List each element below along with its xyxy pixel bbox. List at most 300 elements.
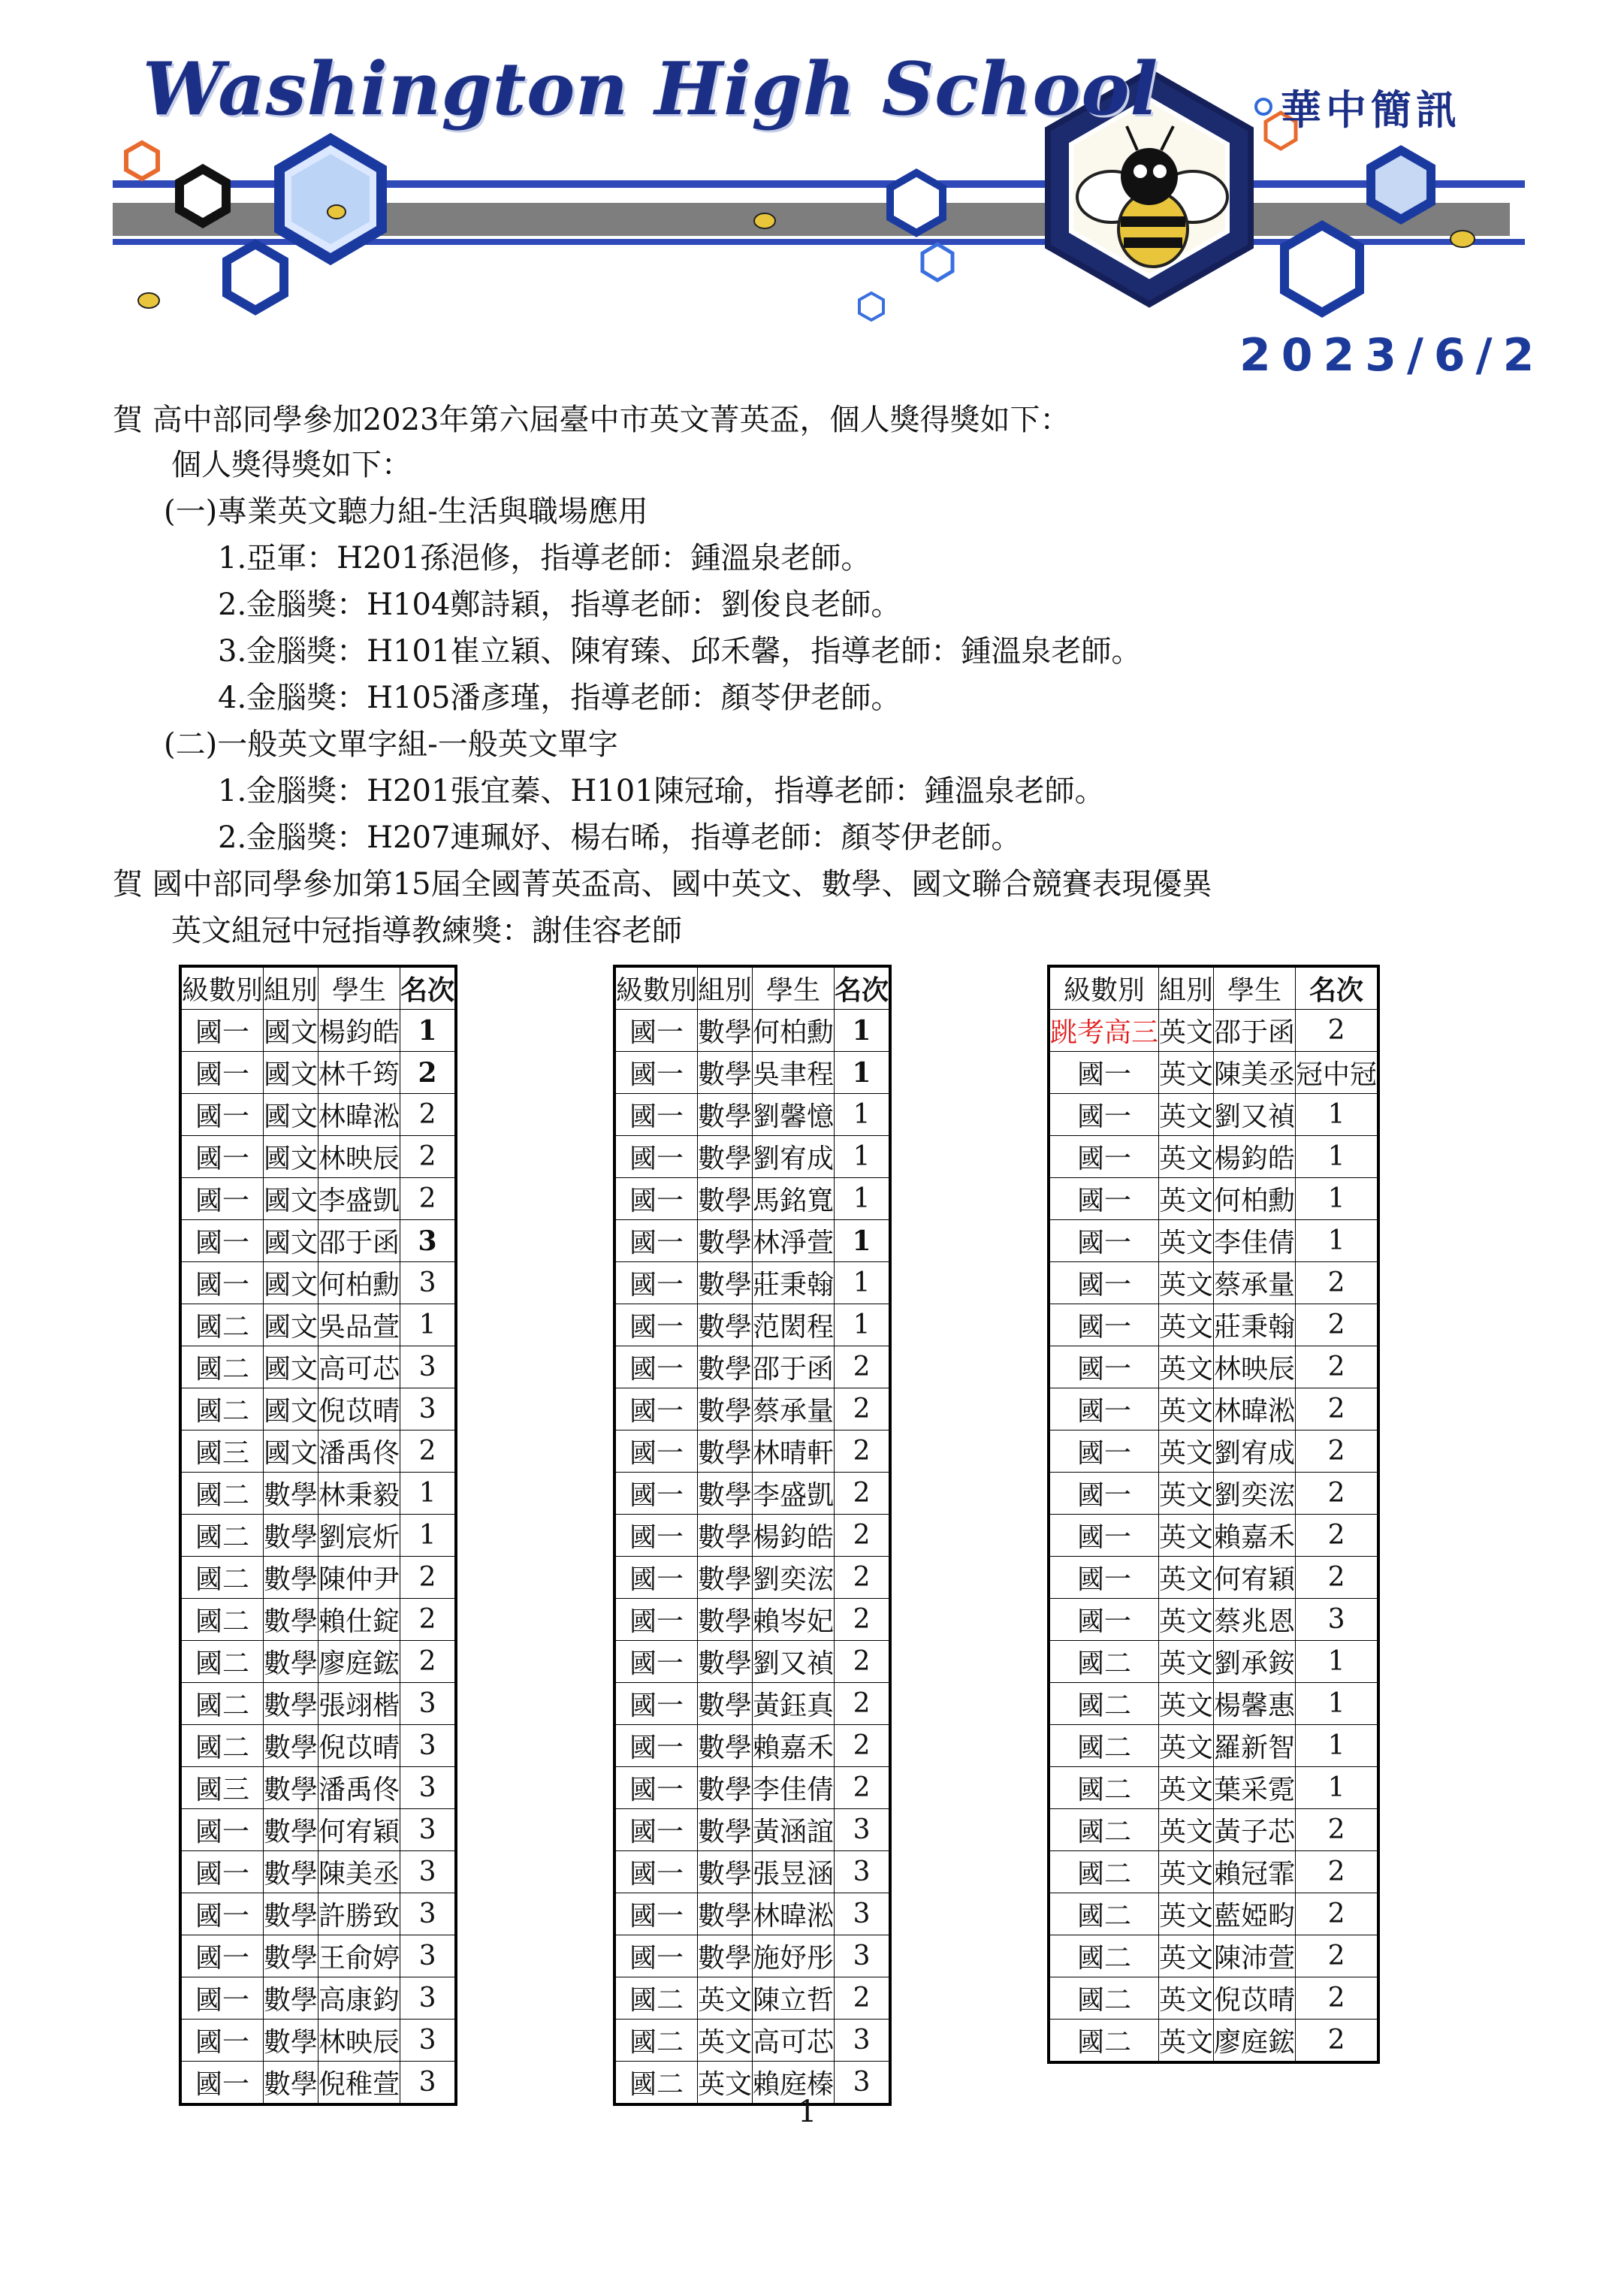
level-cell: 國一 bbox=[1050, 1052, 1159, 1094]
rank-cell: 1 bbox=[835, 1220, 889, 1262]
announcement-line: 4.金腦獎：H105潘彥瑾，指導老師：顏苓伊老師。 bbox=[218, 681, 901, 715]
subject-cell: 英文 bbox=[1159, 1430, 1214, 1473]
subject-cell: 國文 bbox=[264, 1094, 318, 1136]
student-cell: 楊鈞皓 bbox=[1214, 1136, 1296, 1178]
level-cell: 國一 bbox=[1050, 1178, 1159, 1220]
table-row bbox=[1050, 1346, 1378, 1388]
subject-cell: 英文 bbox=[1159, 1346, 1214, 1388]
table-row bbox=[1050, 1473, 1378, 1515]
table-row bbox=[1050, 1599, 1378, 1641]
announcement-line: 3.金腦獎：H101崔立穎、陳宥臻、邱禾馨，指導老師：鍾溫泉老師。 bbox=[218, 634, 1142, 669]
subject-cell: 數學 bbox=[698, 1683, 753, 1725]
table-row bbox=[616, 1094, 889, 1136]
student-cell: 何柏勳 bbox=[318, 1262, 400, 1304]
announcement-line: (一)專業英文聽力組-生活與職場應用 bbox=[164, 494, 648, 529]
subject-cell: 數學 bbox=[264, 1641, 318, 1683]
student-cell: 邵于函 bbox=[753, 1346, 835, 1388]
table-row bbox=[1050, 1977, 1378, 2020]
rank-cell: 3 bbox=[400, 1388, 455, 1430]
student-cell: 劉宥成 bbox=[753, 1136, 835, 1178]
table-row bbox=[616, 1515, 889, 1557]
subject-cell: 英文 bbox=[1159, 1178, 1214, 1220]
table-row bbox=[182, 1977, 455, 2020]
subject-cell: 英文 bbox=[1159, 1262, 1214, 1304]
subject-cell: 數學 bbox=[264, 1557, 318, 1599]
rank-cell: 2 bbox=[400, 1641, 455, 1683]
table-row bbox=[1050, 1935, 1378, 1977]
table-row bbox=[182, 1683, 455, 1725]
rank-cell: 3 bbox=[400, 2062, 455, 2104]
table-row bbox=[616, 1893, 889, 1935]
rank-cell: 1 bbox=[1296, 1725, 1378, 1767]
subject-cell: 數學 bbox=[698, 1178, 753, 1220]
subject-cell: 英文 bbox=[1159, 1977, 1214, 2020]
student-cell: 賴仕錠 bbox=[318, 1599, 400, 1641]
rank-cell: 3 bbox=[835, 1851, 889, 1893]
rank-cell: 2 bbox=[1296, 1010, 1378, 1052]
student-cell: 劉奕浤 bbox=[1214, 1473, 1296, 1515]
rank-cell: 2 bbox=[400, 1557, 455, 1599]
subject-cell: 數學 bbox=[698, 1893, 753, 1935]
level-cell: 國一 bbox=[1050, 1304, 1159, 1346]
student-cell: 李佳倩 bbox=[753, 1767, 835, 1809]
level-cell: 國二 bbox=[616, 1977, 698, 2020]
table-row bbox=[182, 1094, 455, 1136]
issue-date: 2023/6/2 bbox=[1239, 329, 1545, 382]
student-cell: 劉馨憶 bbox=[753, 1094, 835, 1136]
rank-cell: 2 bbox=[400, 1430, 455, 1473]
student-cell: 蔡承量 bbox=[753, 1388, 835, 1430]
subject-cell: 數學 bbox=[698, 1136, 753, 1178]
level-cell: 國二 bbox=[182, 1599, 264, 1641]
subject-cell: 數學 bbox=[264, 1935, 318, 1977]
table-row bbox=[182, 1346, 455, 1388]
level-cell: 國一 bbox=[616, 1809, 698, 1851]
rank-cell: 2 bbox=[1296, 1473, 1378, 1515]
table-row bbox=[182, 1262, 455, 1304]
subject-cell: 數學 bbox=[264, 1683, 318, 1725]
table-row bbox=[616, 1010, 889, 1052]
level-cell: 國二 bbox=[182, 1683, 264, 1725]
table-row bbox=[1050, 1641, 1378, 1683]
table-row bbox=[616, 1304, 889, 1346]
table-header-cell: 名次 bbox=[400, 968, 455, 1010]
level-cell: 國一 bbox=[616, 1304, 698, 1346]
rank-cell: 3 bbox=[835, 1893, 889, 1935]
table-row bbox=[182, 1136, 455, 1178]
subject-cell: 數學 bbox=[698, 1473, 753, 1515]
level-cell: 國一 bbox=[616, 1725, 698, 1767]
level-cell: 國二 bbox=[1050, 1725, 1159, 1767]
subject-cell: 英文 bbox=[1159, 1136, 1214, 1178]
table-row bbox=[616, 1809, 889, 1851]
student-cell: 黃鈺真 bbox=[753, 1683, 835, 1725]
student-cell: 賴嘉禾 bbox=[753, 1725, 835, 1767]
table-row bbox=[182, 1010, 455, 1052]
table-row bbox=[182, 1851, 455, 1893]
rank-cell: 2 bbox=[835, 1346, 889, 1388]
student-cell: 藍婭畇 bbox=[1214, 1893, 1296, 1935]
level-cell: 國一 bbox=[182, 1851, 264, 1893]
subject-cell: 英文 bbox=[1159, 1851, 1214, 1893]
level-cell: 國一 bbox=[182, 1935, 264, 1977]
rank-cell: 2 bbox=[400, 1599, 455, 1641]
rank-cell: 2 bbox=[835, 1515, 889, 1557]
rank-cell: 2 bbox=[835, 1767, 889, 1809]
table-header-row bbox=[182, 968, 455, 1010]
subject-cell: 數學 bbox=[264, 1599, 318, 1641]
rank-cell: 1 bbox=[1296, 1094, 1378, 1136]
subject-cell: 英文 bbox=[1159, 1683, 1214, 1725]
level-cell: 國二 bbox=[1050, 1977, 1159, 2020]
subject-cell: 英文 bbox=[1159, 1557, 1214, 1599]
table-row bbox=[182, 1473, 455, 1515]
subject-cell: 國文 bbox=[264, 1220, 318, 1262]
student-cell: 林暐淞 bbox=[318, 1094, 400, 1136]
rank-cell: 3 bbox=[400, 1767, 455, 1809]
announcement-heading: 賀 國中部同學參加第15屆全國菁英盃高、國中英文、數學、國文聯合競賽表現優異 bbox=[113, 867, 1212, 902]
student-cell: 何宥穎 bbox=[1214, 1557, 1296, 1599]
student-cell: 李盛凱 bbox=[318, 1178, 400, 1220]
rank-cell: 1 bbox=[1296, 1683, 1378, 1725]
subject-cell: 數學 bbox=[698, 1809, 753, 1851]
subject-cell: 數學 bbox=[698, 1767, 753, 1809]
subject-cell: 數學 bbox=[698, 1262, 753, 1304]
rank-cell: 2 bbox=[835, 1725, 889, 1767]
table-row bbox=[616, 1767, 889, 1809]
rank-cell: 2 bbox=[1296, 1262, 1378, 1304]
rank-cell: 2 bbox=[1296, 1388, 1378, 1430]
level-cell: 國二 bbox=[616, 2062, 698, 2104]
rank-cell: 2 bbox=[1296, 2020, 1378, 2062]
subject-cell: 英文 bbox=[1159, 1599, 1214, 1641]
subject-cell: 數學 bbox=[698, 1388, 753, 1430]
table-row bbox=[616, 1977, 889, 2020]
student-cell: 陳沛萱 bbox=[1214, 1935, 1296, 1977]
rank-cell: 2 bbox=[835, 1641, 889, 1683]
student-cell: 林暐淞 bbox=[753, 1893, 835, 1935]
level-cell: 國一 bbox=[616, 1052, 698, 1094]
table-row bbox=[182, 1809, 455, 1851]
level-cell: 國二 bbox=[182, 1388, 264, 1430]
table-header-cell: 組別 bbox=[698, 968, 753, 1010]
level-cell: 國一 bbox=[1050, 1557, 1159, 1599]
subject-cell: 國文 bbox=[264, 1430, 318, 1473]
level-cell: 國一 bbox=[1050, 1094, 1159, 1136]
rank-cell: 1 bbox=[1296, 1767, 1378, 1809]
level-cell: 國一 bbox=[1050, 1220, 1159, 1262]
student-cell: 林暐淞 bbox=[1214, 1388, 1296, 1430]
rank-cell: 3 bbox=[1296, 1599, 1378, 1641]
level-cell: 國一 bbox=[1050, 1388, 1159, 1430]
student-cell: 楊鈞皓 bbox=[753, 1515, 835, 1557]
level-cell: 國二 bbox=[1050, 1809, 1159, 1851]
rank-cell: 1 bbox=[835, 1010, 889, 1052]
announcement-line: 個人獎得獎如下： bbox=[171, 448, 412, 482]
subject-cell: 英文 bbox=[1159, 1094, 1214, 1136]
rank-cell: 1 bbox=[1296, 1220, 1378, 1262]
subject-cell: 數學 bbox=[264, 2020, 318, 2062]
announcement-line: 2.金腦獎：H104鄭詩穎，指導老師：劉俊良老師。 bbox=[218, 588, 901, 622]
student-cell: 倪苡晴 bbox=[318, 1388, 400, 1430]
announcement-heading: 賀 高中部同學參加2023年第六屆臺中市英文菁英盃，個人獎得獎如下： bbox=[113, 403, 1070, 437]
subject-cell: 數學 bbox=[698, 1725, 753, 1767]
table-row bbox=[616, 1388, 889, 1430]
rank-cell: 3 bbox=[835, 1935, 889, 1977]
student-cell: 李佳倩 bbox=[1214, 1220, 1296, 1262]
table-row bbox=[616, 1052, 889, 1094]
subject-cell: 國文 bbox=[264, 1136, 318, 1178]
level-cell: 國一 bbox=[182, 1094, 264, 1136]
table-row bbox=[182, 1304, 455, 1346]
table-row bbox=[1050, 1515, 1378, 1557]
student-cell: 吳聿程 bbox=[753, 1052, 835, 1094]
rank-cell: 2 bbox=[1296, 1346, 1378, 1388]
subject-cell: 數學 bbox=[264, 1473, 318, 1515]
student-cell: 賴嘉禾 bbox=[1214, 1515, 1296, 1557]
level-cell: 國一 bbox=[182, 1010, 264, 1052]
table-row bbox=[182, 1893, 455, 1935]
student-cell: 潘禹佟 bbox=[318, 1767, 400, 1809]
level-cell: 國一 bbox=[616, 1094, 698, 1136]
student-cell: 楊馨惠 bbox=[1214, 1683, 1296, 1725]
rank-cell: 2 bbox=[1296, 1893, 1378, 1935]
table-row bbox=[1050, 1136, 1378, 1178]
table-row bbox=[1050, 1893, 1378, 1935]
rank-cell: 2 bbox=[400, 1052, 455, 1094]
student-cell: 林千筠 bbox=[318, 1052, 400, 1094]
rank-cell: 1 bbox=[400, 1010, 455, 1052]
rank-cell: 3 bbox=[400, 1262, 455, 1304]
rank-cell: 1 bbox=[400, 1304, 455, 1346]
award-table-column-3 bbox=[1047, 965, 1380, 2064]
level-cell: 國二 bbox=[1050, 1893, 1159, 1935]
subject-cell: 國文 bbox=[264, 1346, 318, 1388]
header-banner bbox=[0, 0, 1615, 382]
level-cell: 國一 bbox=[616, 1599, 698, 1641]
level-cell: 國二 bbox=[182, 1557, 264, 1599]
table-row bbox=[616, 1262, 889, 1304]
table-header-cell: 組別 bbox=[264, 968, 318, 1010]
subject-cell: 數學 bbox=[698, 1220, 753, 1262]
student-cell: 黃子芯 bbox=[1214, 1809, 1296, 1851]
student-cell: 倪稚萱 bbox=[318, 2062, 400, 2104]
level-cell: 國一 bbox=[1050, 1515, 1159, 1557]
rank-cell: 1 bbox=[400, 1515, 455, 1557]
table-row bbox=[616, 1473, 889, 1515]
table-header-cell: 學生 bbox=[1214, 968, 1296, 1010]
table-row bbox=[182, 1515, 455, 1557]
subject-cell: 數學 bbox=[264, 1725, 318, 1767]
subject-cell: 英文 bbox=[698, 2020, 753, 2062]
table-row bbox=[616, 1178, 889, 1220]
table-header-row bbox=[1050, 968, 1378, 1010]
student-cell: 張昱涵 bbox=[753, 1851, 835, 1893]
level-cell: 國一 bbox=[182, 1977, 264, 2020]
subject-cell: 數學 bbox=[264, 1767, 318, 1809]
rank-cell: 3 bbox=[835, 2020, 889, 2062]
subject-cell: 數學 bbox=[698, 1935, 753, 1977]
table-row bbox=[182, 1599, 455, 1641]
subject-cell: 英文 bbox=[1159, 1809, 1214, 1851]
rank-cell: 3 bbox=[400, 1851, 455, 1893]
student-cell: 林映辰 bbox=[318, 2020, 400, 2062]
table-row bbox=[1050, 1304, 1378, 1346]
subject-cell: 數學 bbox=[698, 1094, 753, 1136]
table-row bbox=[182, 1178, 455, 1220]
subject-cell: 數學 bbox=[698, 1346, 753, 1388]
rank-cell: 1 bbox=[1296, 1178, 1378, 1220]
table-row bbox=[1050, 1725, 1378, 1767]
subject-cell: 數學 bbox=[264, 1977, 318, 2020]
rank-cell: 2 bbox=[1296, 1515, 1378, 1557]
student-cell: 王俞婷 bbox=[318, 1935, 400, 1977]
student-cell: 高康鈞 bbox=[318, 1977, 400, 2020]
table-row bbox=[616, 1683, 889, 1725]
level-cell: 國二 bbox=[1050, 1767, 1159, 1809]
table-row bbox=[182, 1767, 455, 1809]
table-row bbox=[616, 1599, 889, 1641]
subject-cell: 數學 bbox=[698, 1515, 753, 1557]
subject-cell: 英文 bbox=[1159, 2020, 1214, 2062]
table-row bbox=[1050, 1220, 1378, 1262]
table-row bbox=[182, 1725, 455, 1767]
rank-cell: 3 bbox=[835, 1809, 889, 1851]
level-cell: 國一 bbox=[616, 1010, 698, 1052]
table-row bbox=[182, 1220, 455, 1262]
level-cell: 國一 bbox=[182, 1052, 264, 1094]
table-row bbox=[182, 2020, 455, 2062]
table-header-cell: 級數別 bbox=[182, 968, 264, 1010]
table-row bbox=[616, 1557, 889, 1599]
rank-cell: 2 bbox=[1296, 1304, 1378, 1346]
subject-cell: 英文 bbox=[698, 1977, 753, 2020]
table-row bbox=[616, 1346, 889, 1388]
student-cell: 賴庭榛 bbox=[753, 2062, 835, 2104]
rank-cell: 1 bbox=[835, 1094, 889, 1136]
student-cell: 廖庭鋐 bbox=[1214, 2020, 1296, 2062]
student-cell: 劉又禎 bbox=[753, 1641, 835, 1683]
table-row bbox=[1050, 1388, 1378, 1430]
rank-cell: 3 bbox=[400, 1809, 455, 1851]
table-row bbox=[1050, 2020, 1378, 2062]
student-cell: 許勝致 bbox=[318, 1893, 400, 1935]
rank-cell: 2 bbox=[1296, 1977, 1378, 2020]
table-row bbox=[616, 1220, 889, 1262]
table-row bbox=[1050, 1010, 1378, 1052]
level-cell: 國一 bbox=[616, 1641, 698, 1683]
student-cell: 陳美丞 bbox=[1214, 1052, 1296, 1094]
rank-cell: 2 bbox=[835, 1388, 889, 1430]
page-number: 1 bbox=[798, 2095, 817, 2129]
subject-cell: 英文 bbox=[1159, 1641, 1214, 1683]
rank-cell: 3 bbox=[400, 1893, 455, 1935]
rank-cell: 2 bbox=[835, 1430, 889, 1473]
level-cell: 國二 bbox=[1050, 1641, 1159, 1683]
subject-cell: 英文 bbox=[1159, 1767, 1214, 1809]
rank-cell: 3 bbox=[400, 1346, 455, 1388]
student-cell: 倪苡晴 bbox=[318, 1725, 400, 1767]
subject-cell: 數學 bbox=[264, 2062, 318, 2104]
table-header-row bbox=[616, 968, 889, 1010]
table-header-cell: 學生 bbox=[318, 968, 400, 1010]
rank-cell: 2 bbox=[835, 1977, 889, 2020]
level-cell: 國一 bbox=[182, 1262, 264, 1304]
student-cell: 劉承銨 bbox=[1214, 1641, 1296, 1683]
level-cell: 國一 bbox=[182, 1136, 264, 1178]
student-cell: 劉奕浤 bbox=[753, 1557, 835, 1599]
student-cell: 賴冠霏 bbox=[1214, 1851, 1296, 1893]
level-cell: 國一 bbox=[1050, 1430, 1159, 1473]
rank-cell: 2 bbox=[835, 1557, 889, 1599]
level-cell: 國一 bbox=[182, 1178, 264, 1220]
subject-cell: 數學 bbox=[698, 1641, 753, 1683]
table-row bbox=[616, 1641, 889, 1683]
level-cell: 國一 bbox=[616, 1262, 698, 1304]
student-cell: 劉宥成 bbox=[1214, 1430, 1296, 1473]
announcement-line: 1.亞軍：H201孫浥修，指導老師：鍾溫泉老師。 bbox=[218, 541, 871, 576]
award-table-column-1 bbox=[179, 965, 457, 2106]
subject-cell: 數學 bbox=[264, 1515, 318, 1557]
subject-cell: 數學 bbox=[698, 1851, 753, 1893]
table-row bbox=[616, 2020, 889, 2062]
level-cell: 國一 bbox=[616, 1220, 698, 1262]
rank-cell: 1 bbox=[835, 1262, 889, 1304]
level-cell: 國一 bbox=[1050, 1473, 1159, 1515]
level-cell: 國一 bbox=[1050, 1346, 1159, 1388]
student-cell: 邵于函 bbox=[1214, 1010, 1296, 1052]
rank-cell: 3 bbox=[400, 2020, 455, 2062]
rank-cell: 2 bbox=[400, 1178, 455, 1220]
table-row bbox=[182, 2062, 455, 2104]
rank-cell: 1 bbox=[400, 1473, 455, 1515]
table-row bbox=[182, 1557, 455, 1599]
level-cell: 國一 bbox=[616, 1136, 698, 1178]
student-cell: 邵于函 bbox=[318, 1220, 400, 1262]
rank-cell: 2 bbox=[1296, 1430, 1378, 1473]
table-header-cell: 級數別 bbox=[616, 968, 698, 1010]
level-cell: 國一 bbox=[1050, 1136, 1159, 1178]
level-cell: 國三 bbox=[182, 1767, 264, 1809]
rank-cell: 2 bbox=[1296, 1851, 1378, 1893]
table-header-cell: 名次 bbox=[1296, 968, 1378, 1010]
level-cell: 國一 bbox=[616, 1557, 698, 1599]
level-cell: 國一 bbox=[616, 1935, 698, 1977]
announcement-line: 2.金腦獎：H207連珮妤、楊右晞，指導老師：顏苓伊老師。 bbox=[218, 820, 1022, 855]
student-cell: 劉又禎 bbox=[1214, 1094, 1296, 1136]
rank-cell: 3 bbox=[400, 1220, 455, 1262]
student-cell: 羅新智 bbox=[1214, 1725, 1296, 1767]
subject-cell: 數學 bbox=[264, 1809, 318, 1851]
table-row bbox=[1050, 1430, 1378, 1473]
subject-cell: 英文 bbox=[1159, 1935, 1214, 1977]
level-cell: 國二 bbox=[182, 1641, 264, 1683]
student-cell: 施妤彤 bbox=[753, 1935, 835, 1977]
table-header-cell: 學生 bbox=[753, 968, 835, 1010]
level-cell: 國一 bbox=[616, 1515, 698, 1557]
student-cell: 廖庭鋐 bbox=[318, 1641, 400, 1683]
rank-cell: 2 bbox=[1296, 1809, 1378, 1851]
rank-cell: 2 bbox=[1296, 1935, 1378, 1977]
student-cell: 莊秉翰 bbox=[753, 1262, 835, 1304]
table-row bbox=[182, 1935, 455, 1977]
rank-cell: 3 bbox=[400, 1683, 455, 1725]
rank-cell: 1 bbox=[835, 1178, 889, 1220]
level-cell: 國二 bbox=[182, 1725, 264, 1767]
student-cell: 蔡承量 bbox=[1214, 1262, 1296, 1304]
rank-cell: 冠中冠 bbox=[1296, 1052, 1378, 1094]
rank-cell: 3 bbox=[400, 1935, 455, 1977]
